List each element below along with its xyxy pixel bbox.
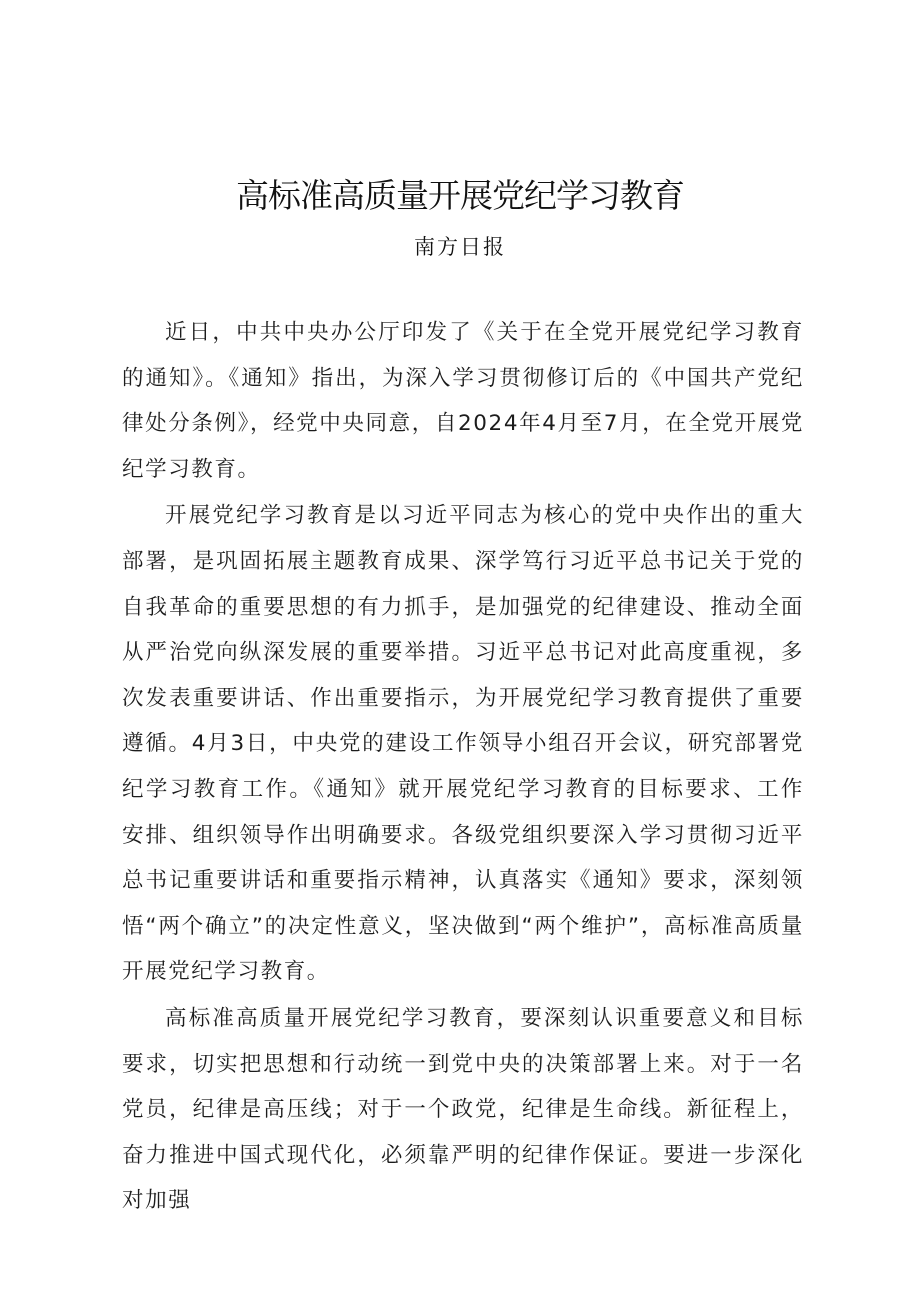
paragraph-3: 高标准高质量开展党纪学习教育，要深刻认识重要意义和目标要求，切实把思想和行动统一到党中央的决策部署上来。对于一名党员，纪律是高压线；对于一个政党，纪律是生命线。新征程上，奋力推进中国式现代化，必须靠严明的纪律作保证。要进一步深化对加强 [122, 1005, 804, 1214]
article-source: 南方日报 [414, 235, 506, 259]
article-title: 高标准高质量开展党纪学习教育 [236, 176, 684, 215]
paragraph-1: 近日，中共中央办公厅印发了《关于在全党开展党纪学习教育的通知》。《通知》指出，为深入学习贯彻修订后的《中国共产党纪律处分条例》，经党中央同意，自2024年4月至7月，在全党开展党纪学习教育。 [122, 320, 804, 482]
article-body [122, 310, 804, 1225]
paragraph-2: 开展党纪学习教育是以习近平同志为核心的党中央作出的重大部署，是巩固拓展主题教育成果、深学笃行习近平总书记关于党的自我革命的重要思想的有力抓手，是加强党的纪律建设、推动全面从严治党向纵深发展的重要举措。习近平总书记对此高度重视，多次发表重要讲话、作出重要指示，为开展党纪学习教育提供了重要遵循。4月3日，中央党的建设工作领导小组召开会议，研究部署党纪学习教育工作。《通知》就开展党纪学习教育的目标要求、工作安排、组织领导作出明确要求。各级党组织要深入学习贯彻习近平总书记重要讲话和重要指示精神，认真落实《通知》要求，深刻领悟“两个确立”的决定性意义，坚决做到“两个维护”，高标准高质量开展党纪学习教育。 [122, 503, 804, 985]
